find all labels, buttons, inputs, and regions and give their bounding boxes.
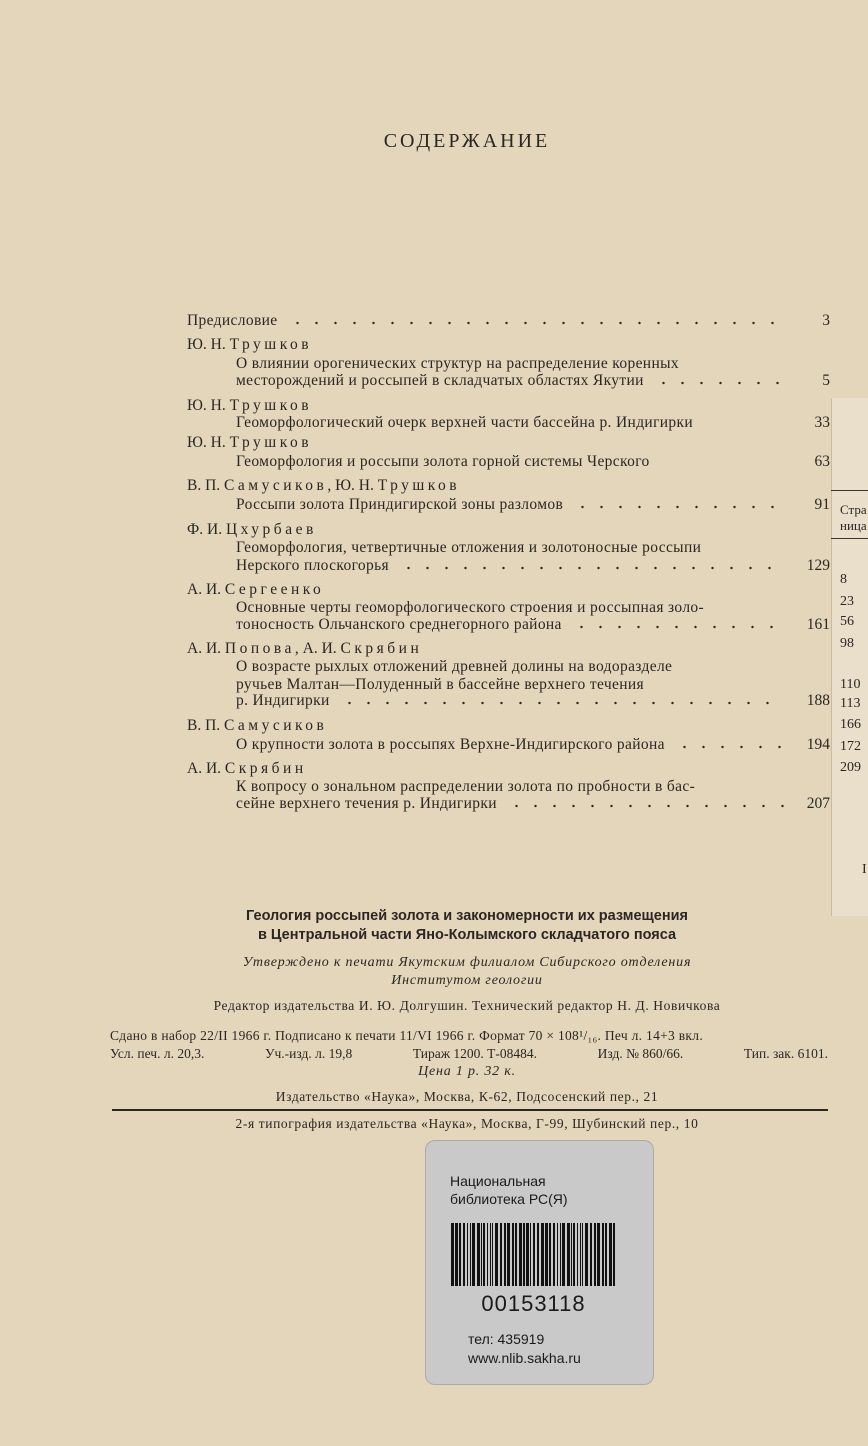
website: www.nlib.sakha.ru	[468, 1350, 581, 1366]
barcode-bar	[477, 1223, 480, 1286]
strip-footer: I	[862, 862, 867, 877]
author-surname: Трушков	[229, 397, 313, 414]
barcode-bar	[492, 1223, 493, 1286]
page-number: 63	[814, 453, 830, 470]
strip-header: Стра	[840, 502, 867, 517]
toc-line	[236, 778, 695, 796]
barcode-bar	[545, 1223, 548, 1286]
publisher: Издательство «Наука», Москва, К-62, Подсосенский пер., 21	[275, 1089, 659, 1104]
author-surname: Скрябин	[340, 640, 423, 657]
strip-divider	[831, 490, 868, 491]
strip-page-number: 166	[840, 717, 861, 732]
page-number: 188	[806, 692, 830, 709]
entry-authors	[187, 397, 312, 415]
entry-title-text: Геоморфология и россыпи золота горной системы Черского	[236, 453, 650, 470]
barcode-bar	[585, 1223, 588, 1286]
dot-leader	[399, 566, 784, 570]
barcode-bar	[481, 1223, 482, 1286]
approval-note: Утверждено к печати Якутским филиалом Сибирского отделения	[242, 955, 692, 970]
barcode-bar	[571, 1223, 572, 1286]
library-name: библиотека РС(Я)	[450, 1191, 568, 1207]
printer: 2-я типография издательства «Наука», Москва, Г-99, Шубинский пер., 10	[235, 1116, 699, 1131]
author-surname: Самусиков	[224, 717, 328, 734]
imprint-item: Усл. печ. л. 20,3.	[110, 1046, 205, 1061]
entry-authors: В. П. Самусиков, Ю. Н. Трушков	[187, 477, 461, 494]
entry-title-text: сейне верхнего течения р. Индигирки	[236, 795, 497, 812]
author-initials: А. И.	[187, 640, 222, 657]
toc-line	[236, 616, 790, 634]
entry-title-text: Геоморфологический очерк верхней части бассейна р. Индигирки	[236, 414, 694, 431]
barcode-bar	[483, 1223, 485, 1286]
barcode-bar	[577, 1223, 578, 1286]
side-strip-insert	[831, 398, 868, 916]
strip-page-number: 172	[840, 739, 861, 754]
author-initials: В. П.	[187, 717, 221, 734]
imprint-item: Уч.-изд. л. 19,8	[264, 1046, 353, 1061]
dot-leader	[507, 804, 784, 808]
barcode-bar	[609, 1223, 612, 1286]
divider	[112, 1109, 828, 1111]
page-number: 194	[806, 736, 830, 753]
barcode-bar	[472, 1223, 475, 1286]
barcode-bar	[553, 1223, 555, 1286]
entry-title-text: О крупности золота в россыпях Верхне-Индигирского района	[236, 736, 665, 753]
entry-title-text: р. Индигирки	[236, 692, 330, 709]
barcode-bar	[605, 1223, 607, 1286]
book-title: в Центральной части Яно-Колымского складчатого пояса	[257, 927, 677, 943]
library-name: Национальная	[450, 1173, 546, 1189]
toc-line	[236, 453, 650, 471]
barcode-bar	[602, 1223, 604, 1286]
barcode-bar	[463, 1223, 465, 1286]
barcode-bar	[470, 1223, 471, 1286]
phone: тел: 435919	[468, 1331, 545, 1347]
toc-line	[236, 599, 704, 617]
toc-line	[236, 692, 790, 710]
author-surname: Самусиков	[224, 477, 328, 494]
author-surname: Трушков	[229, 336, 313, 353]
page-number: 207	[806, 795, 830, 812]
strip-page-number: 8	[840, 572, 847, 587]
author-initials: Ю. Н.	[335, 477, 374, 494]
entry-title-text: Россыпи золота Приндигирской зоны разломов	[236, 496, 564, 513]
strip-page-number: 110	[840, 677, 861, 692]
barcode-number: 00153118	[481, 1291, 586, 1316]
dot-leader	[675, 745, 784, 749]
strip-page-number: 209	[840, 760, 861, 775]
library-sticker	[425, 1140, 654, 1385]
dot-leader	[288, 321, 784, 325]
author-initials: Ю. Н.	[187, 434, 226, 451]
barcode-bar	[537, 1223, 539, 1286]
toc-line	[236, 539, 701, 557]
barcode-bar	[512, 1223, 514, 1286]
barcode-bar	[490, 1223, 491, 1286]
author-surname: Трушков	[229, 434, 313, 451]
entry-title-text: тоносность Ольчанского среднегорного района	[236, 616, 562, 633]
author-initials: А. И.	[187, 760, 222, 777]
barcode-bar	[557, 1223, 558, 1286]
entry-authors	[187, 581, 324, 599]
toc-line	[236, 795, 790, 813]
barcode-bar	[533, 1223, 535, 1286]
barcode-bar	[500, 1223, 502, 1286]
barcode-bar	[541, 1223, 544, 1286]
toc-line	[236, 414, 693, 432]
entry-title-text: месторождений и россыпей в складчатых областях Якутии	[236, 372, 644, 389]
entry-title-text: О влиянии орогенических структур на распределение коренных	[236, 355, 679, 372]
author-initials: Ю. Н.	[187, 336, 226, 353]
entry-title-text: Нерского плоскогорья	[236, 557, 390, 574]
author-initials: В. П.	[187, 477, 221, 494]
author-surname: Цхурбаев	[225, 521, 317, 538]
imprint-item: Тип. зак. 6101.	[743, 1046, 828, 1061]
barcode-bar	[560, 1223, 561, 1286]
approval-note: Институтом геологии	[391, 973, 543, 988]
book-title: Геология россыпей золота и закономерности их размещения	[246, 908, 688, 924]
barcode-bar	[526, 1223, 529, 1286]
imprint-item: Тираж 1200. Т-08484.	[412, 1046, 538, 1061]
page-number: 33	[814, 414, 830, 431]
author-surname: Попова	[224, 640, 295, 657]
barcode-bar	[597, 1223, 600, 1286]
barcode-bar	[567, 1223, 570, 1286]
imprint: Сдано в набор 22/II 1966 г. Подписано к печати 11/VI 1966 г. Формат 70 × 108¹/₁₆. Печ л. 14+3 вкл.	[110, 1028, 704, 1043]
entry-title-text: О возрасте рыхлых отложений древней долины на водоразделе	[236, 658, 673, 675]
author-surname: Сергеенко	[224, 581, 325, 598]
page-number: 3	[822, 312, 830, 329]
strip-divider	[831, 538, 868, 539]
toc-line	[236, 496, 790, 514]
barcode-bar	[519, 1223, 522, 1286]
entry-authors	[187, 717, 327, 735]
entry-title-text: Основные черты геоморфологического строения и россыпная золо-	[236, 599, 705, 616]
barcode-icon	[451, 1223, 616, 1286]
strip-page-number: 23	[840, 594, 854, 609]
entry-authors	[187, 760, 307, 778]
author-surname: Трушков	[377, 477, 461, 494]
entry-title-text: ручьев Малтан—Полуденный в бассейне верхнего течения	[236, 676, 644, 693]
barcode-bar	[467, 1223, 468, 1286]
barcode-bar	[504, 1223, 506, 1286]
toc-line	[236, 736, 790, 754]
author-surname: Скрябин	[224, 760, 307, 777]
toc-line	[236, 355, 679, 373]
dot-leader	[340, 701, 784, 705]
toc-line	[236, 557, 790, 575]
toc-line	[187, 312, 790, 330]
strip-header: ница	[840, 518, 867, 533]
barcode-bar	[455, 1223, 458, 1286]
barcode-bar	[451, 1223, 454, 1286]
imprint-item: Изд. № 860/66.	[597, 1046, 684, 1061]
author-initials: Ю. Н.	[187, 397, 226, 414]
entry-title-text: К вопросу о зональном распределении золота по пробности в бас-	[236, 778, 696, 795]
imprint-details	[110, 1046, 828, 1062]
price: Цена 1 р. 32 к.	[418, 1064, 516, 1079]
toc-line	[236, 658, 672, 676]
entry-title-text: Геоморфология, четвертичные отложения и золотоносные россыпи	[236, 539, 702, 556]
author-initials: А. И.	[187, 581, 222, 598]
dot-leader	[573, 505, 784, 509]
page-number: 5	[822, 372, 830, 389]
entry-title-text: Предисловие	[187, 312, 278, 329]
barcode-bar	[573, 1223, 575, 1286]
barcode-bar	[487, 1223, 488, 1286]
barcode-bar	[515, 1223, 517, 1286]
barcode-bar	[549, 1223, 551, 1286]
barcode-bar	[590, 1223, 592, 1286]
barcode-bar	[459, 1223, 461, 1286]
entry-authors	[187, 336, 312, 354]
editors: Редактор издательства И. Ю. Долгушин. Технический редактор Н. Д. Новичкова	[213, 998, 721, 1013]
strip-page-number: 98	[840, 636, 854, 651]
barcode-bar	[507, 1223, 510, 1286]
barcode-bar	[562, 1223, 565, 1286]
entry-authors: А. И. Попова, А. И. Скрябин	[187, 640, 423, 657]
toc-line	[236, 372, 790, 390]
barcode-bar	[523, 1223, 525, 1286]
barcode-bar	[495, 1223, 498, 1286]
page-title: СОДЕРЖАНИЕ	[383, 130, 551, 152]
barcode-bar	[594, 1223, 596, 1286]
dot-leader	[572, 625, 784, 629]
strip-page-number: 56	[840, 614, 854, 629]
page-number: 161	[806, 616, 830, 633]
barcode-bar	[530, 1223, 531, 1286]
page-number: 91	[814, 496, 830, 513]
barcode-bar	[582, 1223, 583, 1286]
dot-leader	[654, 381, 784, 385]
author-initials: Ф. И.	[187, 521, 223, 538]
strip-page-number: 113	[840, 696, 861, 711]
barcode-bar	[613, 1223, 615, 1286]
author-initials: А. И.	[302, 640, 337, 657]
barcode-bar	[580, 1223, 581, 1286]
page-number: 129	[806, 557, 830, 574]
entry-authors	[187, 434, 312, 452]
entry-authors	[187, 521, 317, 539]
